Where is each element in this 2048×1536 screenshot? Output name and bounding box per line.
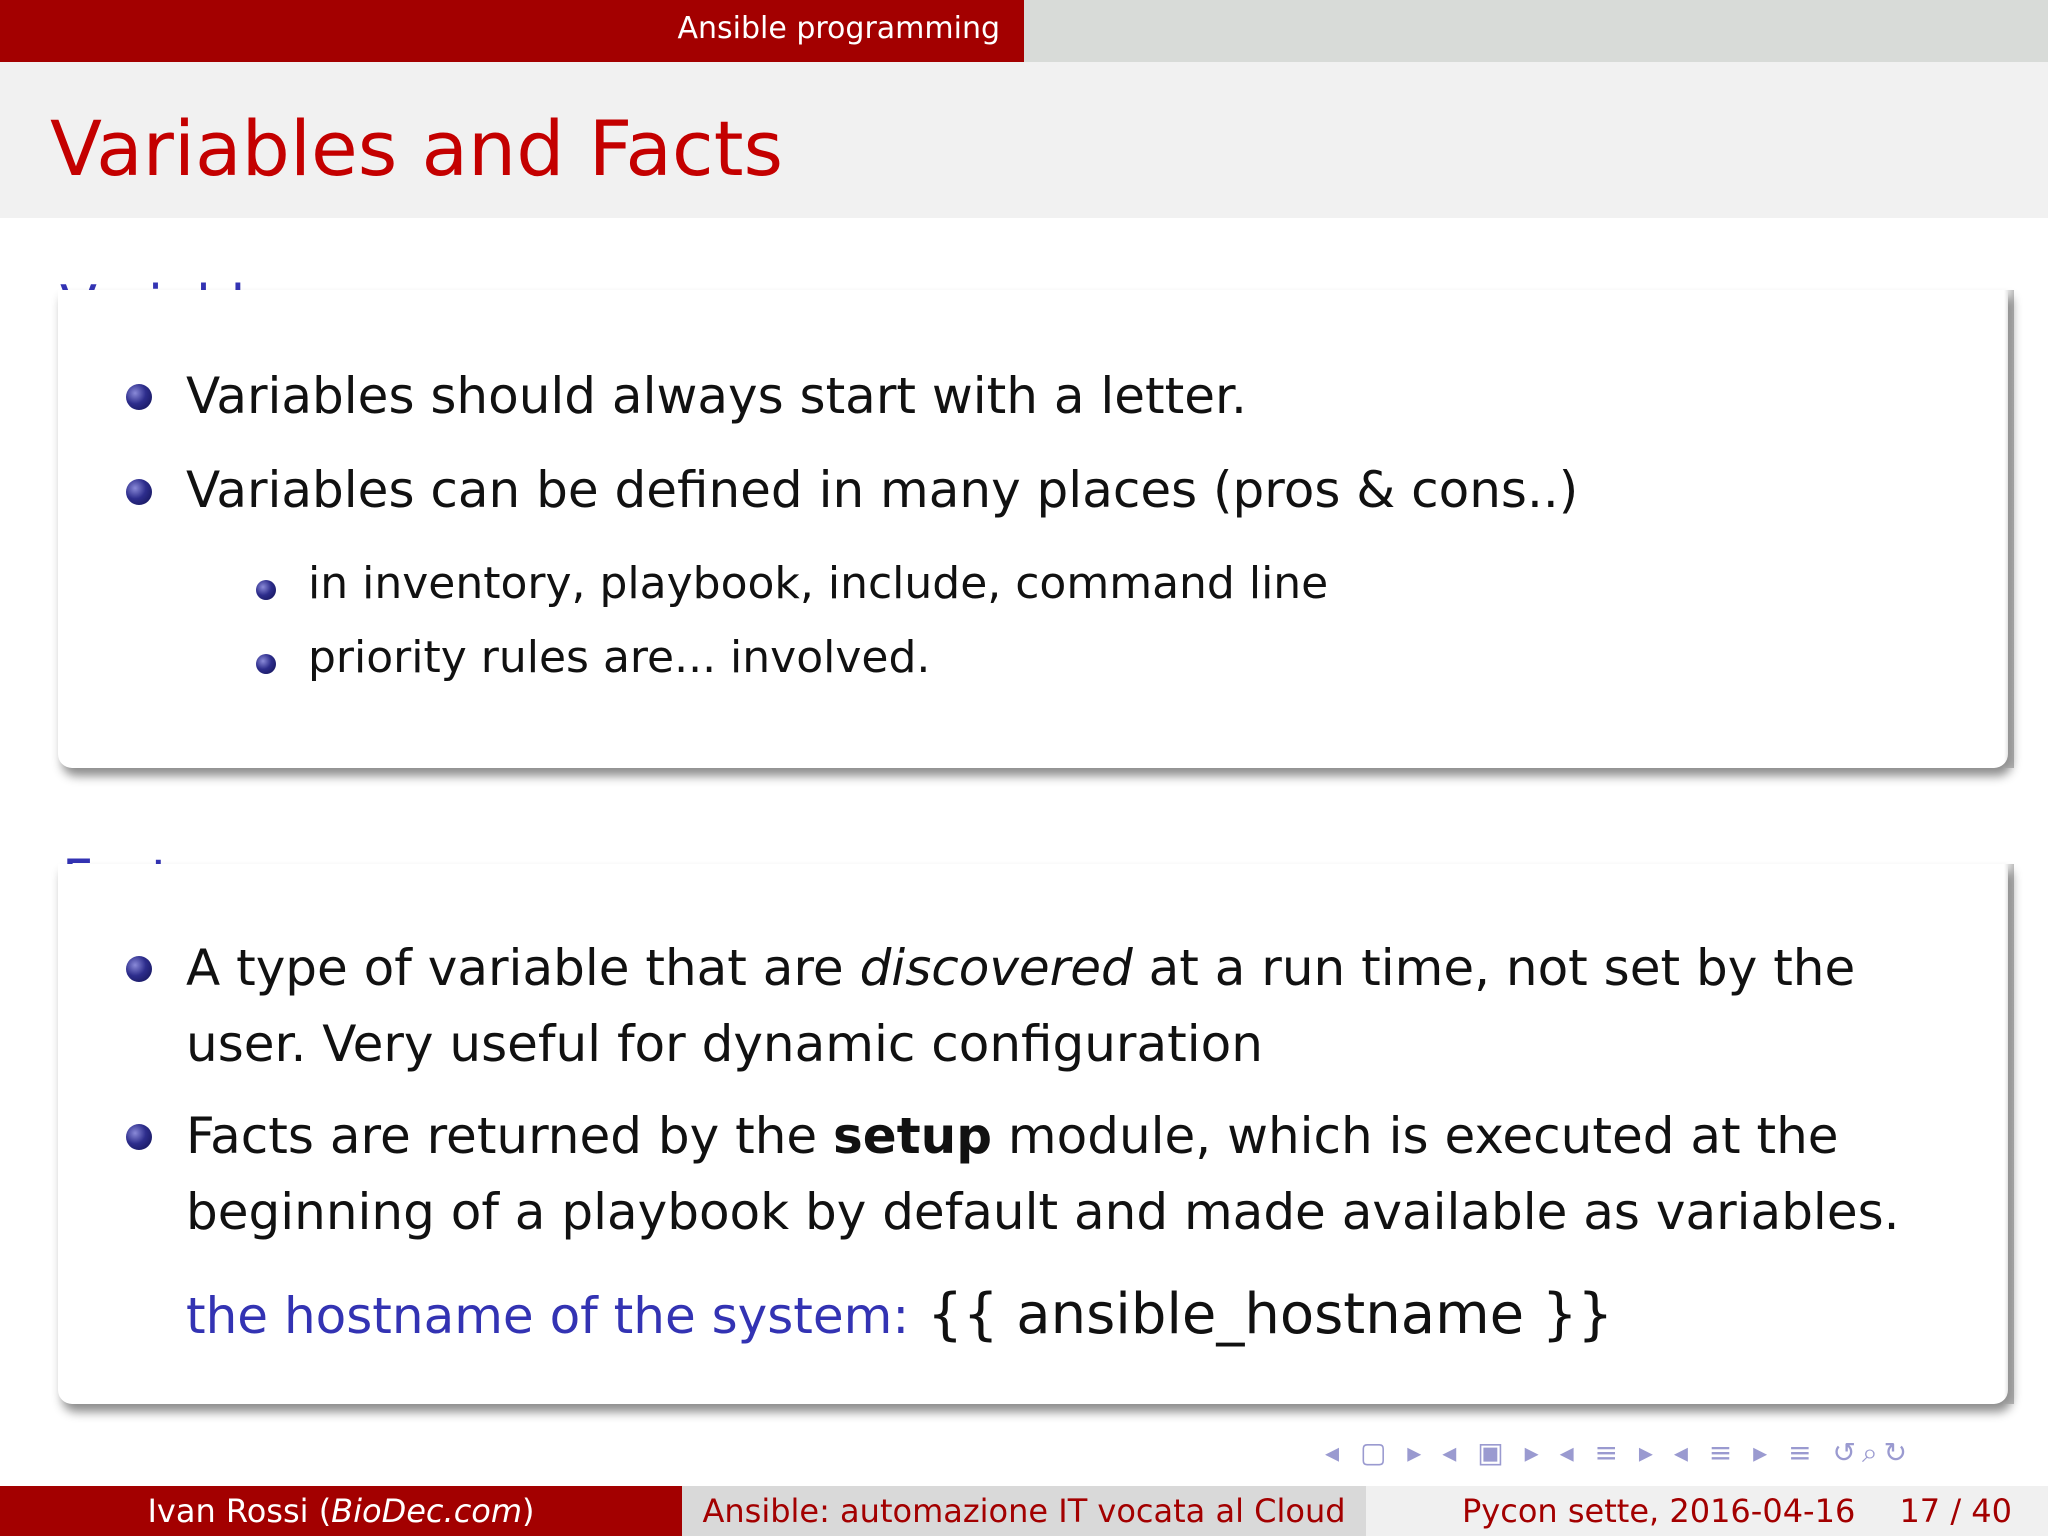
navigation-symbols — [1325, 1436, 1913, 1470]
bullet-icon — [126, 384, 152, 410]
variables-item-2: Variables can be defined in many places (pros & cons..) — [186, 461, 1579, 519]
bullet-icon — [126, 1124, 152, 1150]
bullet-icon — [126, 956, 152, 982]
sub-bullet-icon — [256, 654, 276, 674]
hostname-code: {{ ansible_hostname }} — [927, 1282, 1614, 1347]
footline — [0, 1486, 2048, 1536]
section-name: Ansible programming — [0, 0, 1024, 62]
variables-subitem-2: priority rules are... involved. — [308, 632, 931, 683]
nav-prev-icon[interactable]: ◂ ▢ ▸ — [1325, 1436, 1428, 1469]
sub-bullet-icon — [256, 580, 276, 600]
page-number: 17 / 40 — [1899, 1492, 2012, 1530]
facts-item-2: Facts are returned by the setup module, which is executed at the — [186, 1107, 1839, 1165]
facts-item-1-line2: user. Very useful for dynamic configuration — [186, 1015, 1263, 1073]
hostname-label: the hostname of the system: — [186, 1287, 910, 1345]
nav-section-icon[interactable]: ◂ ≡ ▸ — [1673, 1436, 1774, 1469]
hostname-example — [186, 1282, 1613, 1347]
footer-talk-title: Ansible: automazione IT vocata al Cloud — [682, 1486, 1366, 1536]
nav-next-icon[interactable]: ◂ ≡ ▸ — [1559, 1436, 1659, 1469]
variables-subitem-1: in inventory, playbook, include, command line — [308, 558, 1329, 609]
strong-text: setup — [833, 1107, 993, 1165]
nav-search-icon[interactable]: ≡ ↺⌕↻ — [1788, 1436, 1914, 1469]
footer-event — [1366, 1486, 2048, 1536]
variables-item-1: Variables should always start with a letter. — [186, 367, 1247, 425]
facts-item-2-line2: beginning of a playbook by default and made available as variables. — [186, 1183, 1900, 1241]
frame-title-bar — [0, 62, 2048, 218]
headline-bar — [0, 0, 2048, 62]
slide-title: Variables and Facts — [50, 104, 784, 193]
headline-right — [1024, 0, 2048, 62]
bullet-icon — [126, 479, 152, 505]
nav-frame-icon[interactable]: ◂ ▣ ▸ — [1442, 1436, 1545, 1469]
footer-date: Pycon sette, 2016-04-16 — [1462, 1492, 1856, 1530]
facts-item-1: A type of variable that are discovered at a run time, not set by the — [186, 939, 1856, 997]
emphasis-text: discovered — [859, 939, 1133, 997]
footer-author: Ivan Rossi (BioDec.com) — [0, 1486, 682, 1536]
